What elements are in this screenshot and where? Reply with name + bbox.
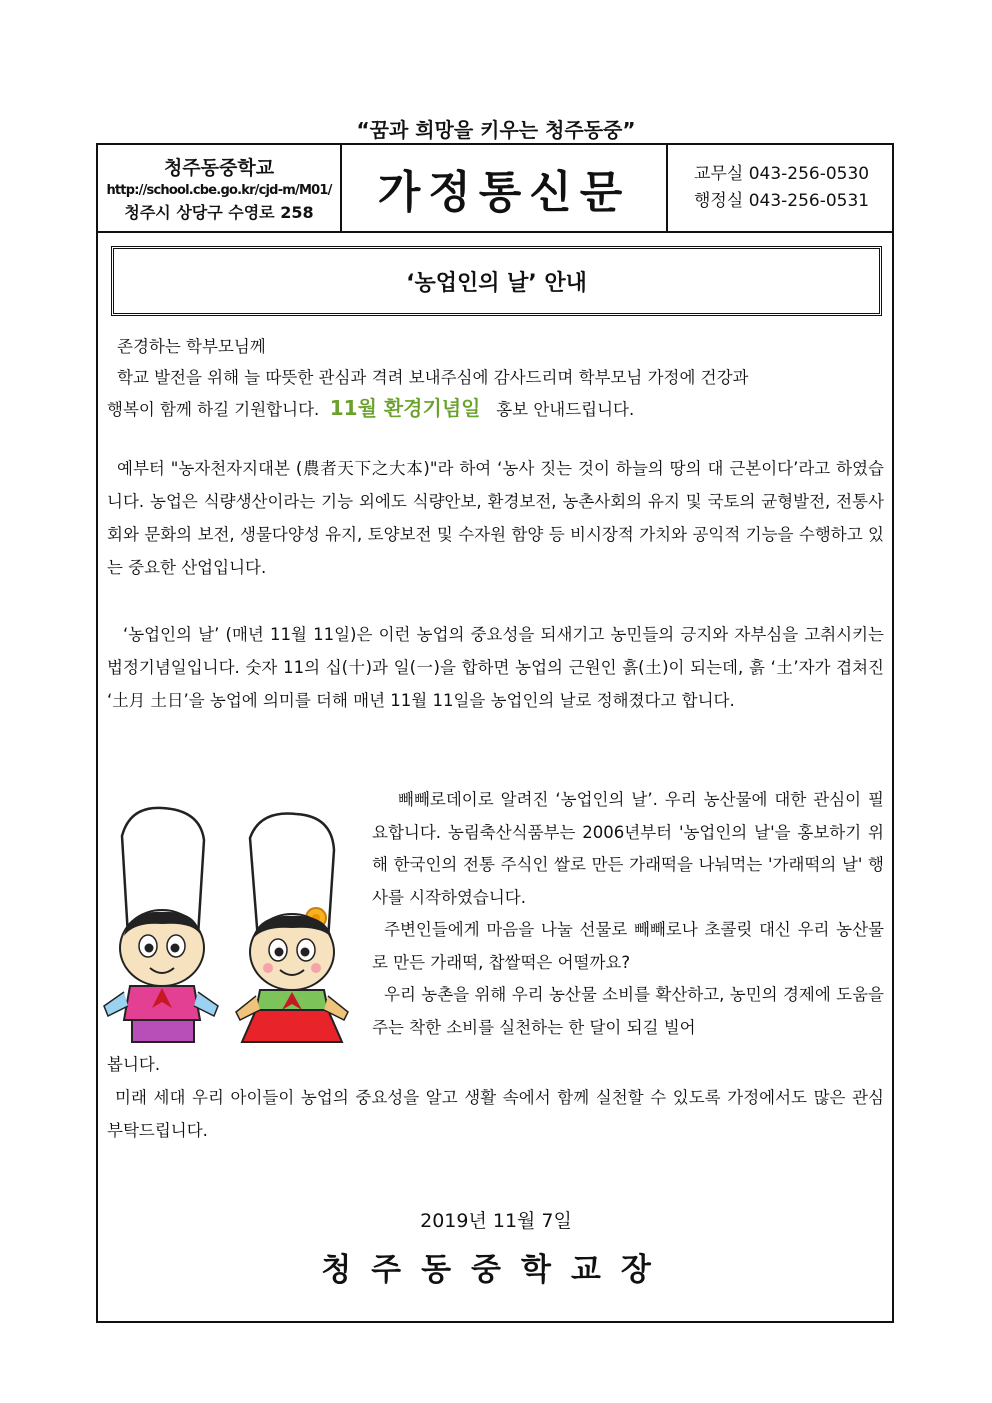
greeting-section — [107, 331, 884, 425]
rice-cake-mascots-illustration — [100, 806, 365, 1046]
principal-signature: 청주동중학교장 — [321, 1252, 671, 1288]
school-name: 청주동중학교 — [163, 157, 275, 179]
side-text — [372, 784, 884, 1044]
paragraph-text: 예부터 "농자천자지대본 (農者天下之大本)"라 하여 ‘농사 짓는 것이 하늘의 땅의 대 근본이다’라고 하였습니다. 농업은 식량생산이라는 기능 외에도 식량안보, 환경보전, 농촌사회의 유지 및 국토의 균형발전, 전통사회와 문화의 보전, 생물다양성 유지, 토양보전 및 수자원 함양 등 비시장적 가치와 공익적 기능을 수행하고 있는 중요한 산업입니다. — [107, 459, 884, 577]
paragraph-agriculture — [107, 452, 884, 584]
highlight-text: 11월 환경기념일 — [329, 396, 481, 420]
paragraph-farmers-day — [107, 618, 884, 717]
notice-title: ‘농업인의 날’ 안내 — [111, 246, 882, 316]
contact-label: 교무실 — [694, 164, 744, 184]
school-motto: “꿈과 희망을 키우는 청주동중” — [356, 118, 636, 142]
contact-phone: 043-256-0530 — [748, 164, 870, 184]
contact-admin — [694, 188, 892, 215]
greeting-text: 홍보 안내드립니다. — [496, 400, 635, 419]
greeting-line: 학교 발전을 위해 늘 따뜻한 관심과 격려 보내주심에 감사드리며 학부모님 가정에 건강과 — [117, 368, 749, 387]
contact-academic — [694, 161, 892, 188]
contact-info — [668, 145, 892, 231]
paragraph-text: 미래 세대 우리 아이들이 농업의 중요성을 알고 생활 속에서 함께 실천할 수 있도록 가정에서도 많은 관심 부탁드립니다. — [107, 1088, 884, 1140]
letter-header — [96, 143, 894, 233]
paragraph-text: 우리 농촌을 위해 우리 농산물 소비를 확산하고, 농민의 경제에 도움을 주는 착한 소비를 실천하는 한 달이 되길 빌어 — [372, 985, 884, 1037]
issue-date: 2019년 11월 7일 — [420, 1210, 572, 1232]
paragraph-text: 봅니다. — [107, 1055, 161, 1074]
paragraph-text: ‘농업인의 날’ (매년 11월 11일)은 이런 농업의 중요성을 되새기고 농민들의 긍지와 자부심을 고취시키는 법정기념일입니다. 숫자 11의 십(十)과 일(一)을 합하면 농업의 근원인 흙(土)이 되는데, 흙 ‘土’자가 겹쳐진 ‘土月 土日’을 농업에 의미를 더해 매년 11월 11일을 농업인의 날로 정해졌다고 합니다. — [107, 625, 884, 710]
document-title: 가정통신문 — [342, 145, 668, 231]
school-address: 청주시 상당구 수영로 258 — [124, 203, 314, 222]
greeting-line — [107, 393, 884, 425]
salutation: 존경하는 학부모님께 — [117, 337, 266, 356]
greeting-text: 행복이 함께 하길 기원합니다. — [107, 400, 320, 419]
school-info — [98, 145, 342, 231]
school-url[interactable]: http://school.cbe.go.kr/cjd-m/M01/ — [106, 183, 332, 198]
contact-label: 행정실 — [694, 191, 744, 211]
closing-section — [107, 1048, 884, 1147]
paragraph-text: 주변인들에게 마음을 나눌 선물로 빼빼로나 초콜릿 대신 우리 농산물로 만든 가래떡, 찹쌀떡은 어떨까요? — [372, 920, 884, 972]
paragraph-text: 빼빼로데이로 알려진 ‘농업인의 날’. 우리 농산물에 대한 관심이 필요합니다. 농림축산식품부는 2006년부터 '농업인의 날'을 홍보하기 위해 한국인의 전통 주식인 쌀로 만든 가래떡을 나눠먹는 '가래떡의 날' 행사를 시작하였습니다. — [372, 790, 884, 907]
contact-phone: 043-256-0531 — [748, 191, 870, 211]
